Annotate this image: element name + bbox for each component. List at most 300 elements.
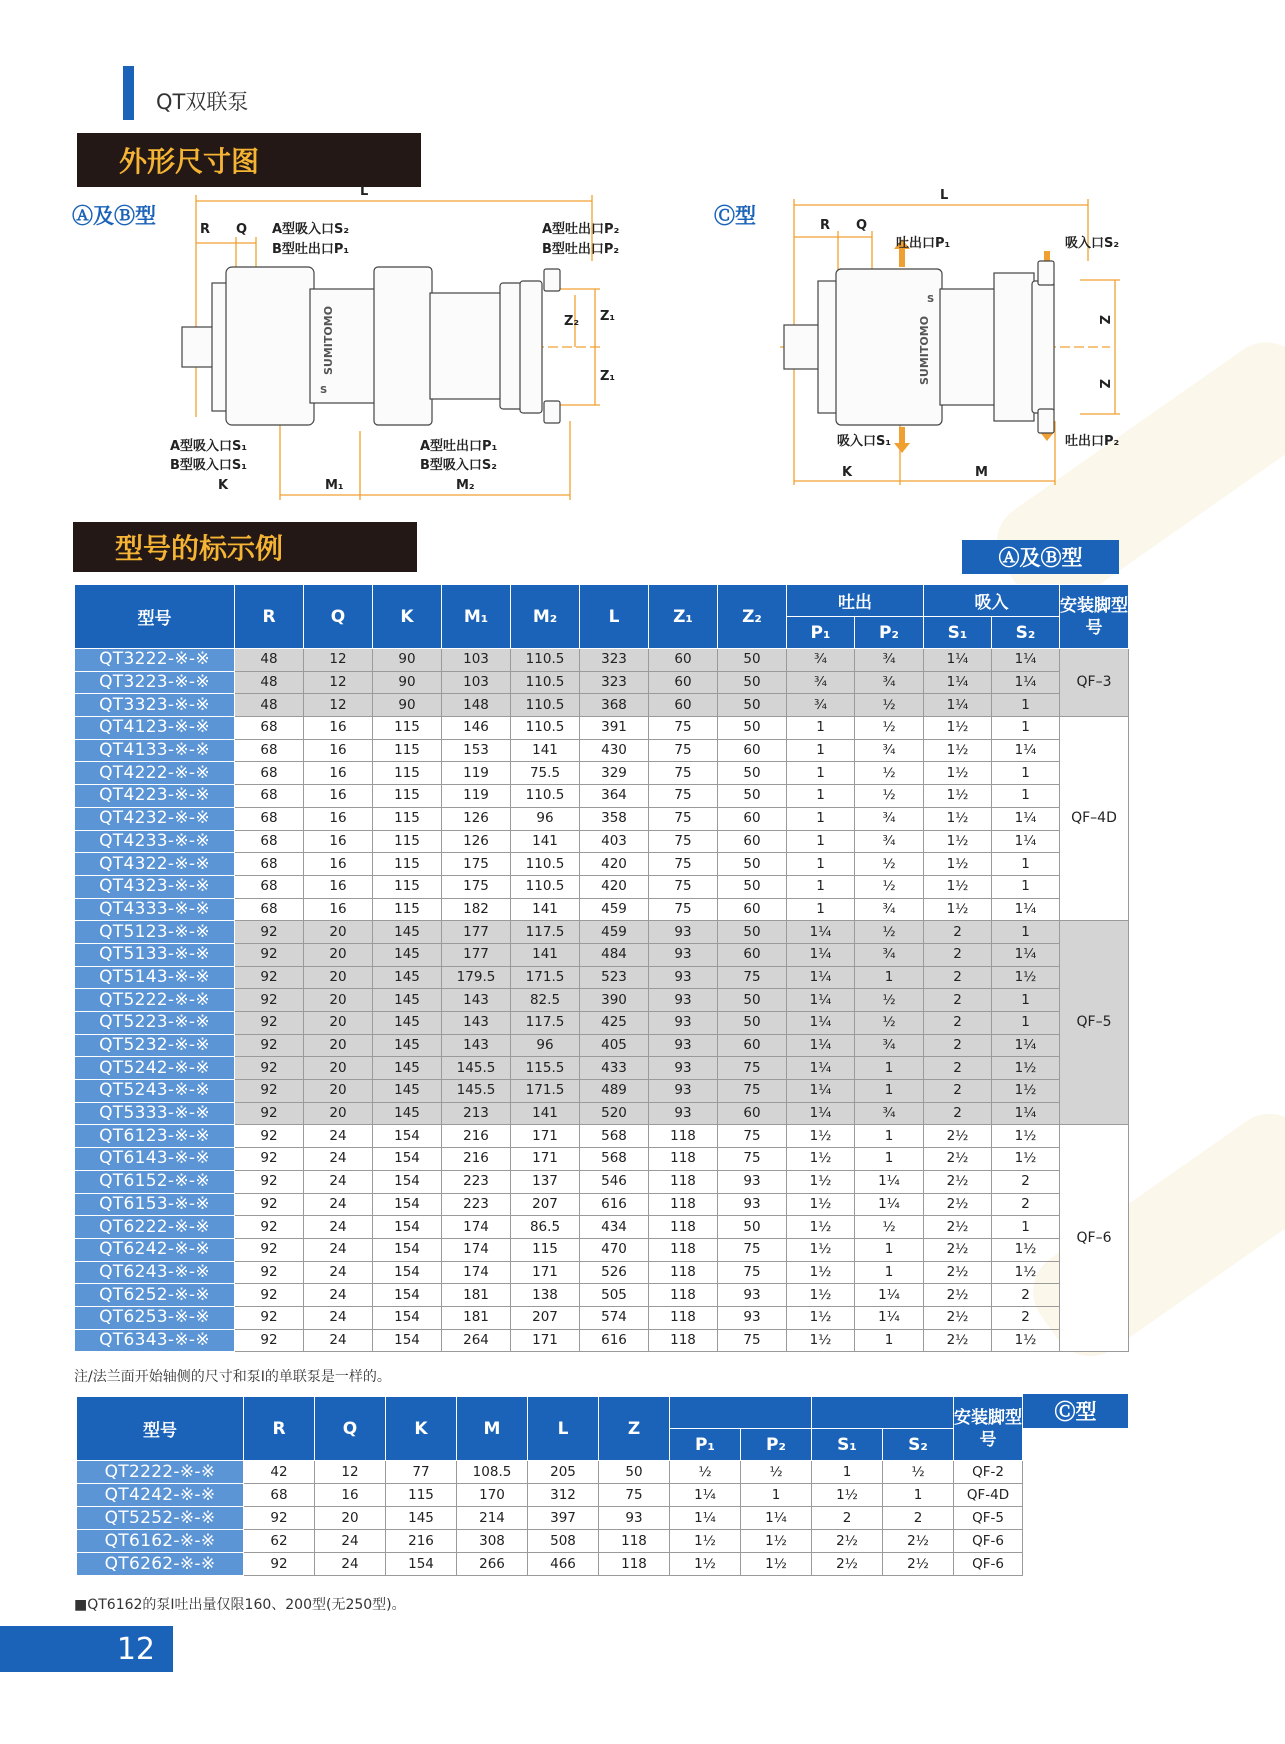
value-cell: 143 (442, 1034, 511, 1057)
header-M2: M₂ (511, 585, 580, 649)
value-cell: ½ (855, 717, 924, 740)
value-cell: 430 (580, 739, 649, 762)
value-cell: 154 (373, 1329, 442, 1352)
header-suction: 吸入 (924, 585, 1060, 617)
value-cell: 2½ (924, 1170, 992, 1193)
dimension-diagram-ab (160, 185, 630, 500)
value-cell: 1¼ (741, 1507, 812, 1530)
label-a-discharge-p1: A型吐出口P₁ (420, 439, 498, 454)
spec-table-ab-body (75, 649, 1129, 1352)
model-cell: QT6243-※-※ (75, 1261, 235, 1284)
model-cell: QT6222-※-※ (75, 1216, 235, 1239)
value-cell: ½ (670, 1461, 741, 1484)
header-model: 型号 (77, 1397, 244, 1461)
value-cell: 484 (580, 943, 649, 966)
value-cell: ¾ (855, 1102, 924, 1125)
model-cell: QT6252-※-※ (75, 1284, 235, 1307)
value-cell: 174 (442, 1238, 511, 1261)
value-cell: 1¼ (992, 943, 1060, 966)
value-cell: ¾ (855, 649, 924, 672)
value-cell: 1¼ (855, 1170, 924, 1193)
value-cell: 1½ (924, 875, 992, 898)
value-cell: 1¼ (787, 1102, 855, 1125)
value-cell: 1½ (992, 966, 1060, 989)
value-cell: 1½ (787, 1238, 855, 1261)
table-row (77, 1461, 1023, 1484)
value-cell: 75 (718, 1238, 787, 1261)
value-cell: 1 (992, 717, 1060, 740)
header-K: K (386, 1397, 457, 1461)
value-cell: 1 (992, 875, 1060, 898)
model-cell: QT4242-※-※ (77, 1484, 244, 1507)
value-cell: ½ (883, 1461, 954, 1484)
value-cell: 1¼ (992, 1034, 1060, 1057)
value-cell: 1 (992, 1216, 1060, 1239)
value-cell: ½ (855, 921, 924, 944)
value-cell: 1¼ (855, 1193, 924, 1216)
value-cell: 1½ (992, 1238, 1060, 1261)
value-cell: 68 (235, 807, 304, 830)
header-P2: P₂ (855, 617, 924, 649)
value-cell: 92 (235, 1329, 304, 1352)
table-row (75, 1261, 1129, 1284)
value-cell: 154 (386, 1553, 457, 1576)
value-cell: 24 (304, 1238, 373, 1261)
value-cell: 1 (992, 785, 1060, 808)
value-cell: 1 (787, 898, 855, 921)
value-cell: 92 (235, 1261, 304, 1284)
value-cell: 2 (924, 1057, 992, 1080)
model-cell: QT4223-※-※ (75, 785, 235, 808)
header-mount: 安装脚型号 (954, 1397, 1023, 1461)
value-cell: 1½ (787, 1193, 855, 1216)
value-cell: 24 (304, 1193, 373, 1216)
value-cell: 2 (992, 1306, 1060, 1329)
value-cell: 154 (373, 1216, 442, 1239)
header-R: R (244, 1397, 315, 1461)
value-cell: 1½ (924, 785, 992, 808)
label-b-discharge-p2: B型吐出口P₂ (542, 242, 620, 257)
value-cell: 137 (511, 1170, 580, 1193)
value-cell: 12 (304, 694, 373, 717)
value-cell: 115 (373, 898, 442, 921)
dim-Z-lower: Z (1096, 379, 1111, 389)
value-cell: 420 (580, 853, 649, 876)
type-label-c: Ⓒ型 (714, 204, 756, 228)
value-cell: 16 (304, 898, 373, 921)
value-cell: 115 (373, 717, 442, 740)
value-cell: 1 (855, 1057, 924, 1080)
table-row (75, 966, 1129, 989)
value-cell: 145 (386, 1507, 457, 1530)
value-cell: 75 (599, 1484, 670, 1507)
value-cell: 60 (718, 739, 787, 762)
value-cell: 90 (373, 671, 442, 694)
value-cell: 266 (457, 1553, 528, 1576)
value-cell: 1 (992, 694, 1060, 717)
value-cell: 171 (511, 1125, 580, 1148)
value-cell: 177 (442, 921, 511, 944)
model-cell: QT5133-※-※ (75, 943, 235, 966)
value-cell: 75 (649, 830, 718, 853)
value-cell: 616 (580, 1193, 649, 1216)
value-cell: 118 (649, 1238, 718, 1261)
value-cell: 391 (580, 717, 649, 740)
value-cell: 60 (649, 649, 718, 672)
value-cell: 1½ (670, 1530, 741, 1553)
value-cell: 182 (442, 898, 511, 921)
model-cell: QT6153-※-※ (75, 1193, 235, 1216)
value-cell: 92 (235, 1102, 304, 1125)
value-cell: 92 (235, 1284, 304, 1307)
value-cell: 1¼ (924, 649, 992, 672)
value-cell: 2½ (812, 1553, 883, 1576)
value-cell: 119 (442, 762, 511, 785)
value-cell: 2½ (924, 1261, 992, 1284)
value-cell: 1½ (924, 898, 992, 921)
value-cell: 2½ (924, 1216, 992, 1239)
table-row (75, 1216, 1129, 1239)
value-cell: 93 (599, 1507, 670, 1530)
header-S1: S₁ (924, 617, 992, 649)
value-cell: 115 (373, 785, 442, 808)
value-cell: 154 (373, 1306, 442, 1329)
value-cell: 213 (442, 1102, 511, 1125)
table-row (75, 921, 1129, 944)
value-cell: 466 (528, 1553, 599, 1576)
value-cell: 103 (442, 649, 511, 672)
model-cell: QT3223-※-※ (75, 671, 235, 694)
value-cell: 118 (649, 1170, 718, 1193)
value-cell: 141 (511, 739, 580, 762)
value-cell: ¾ (855, 830, 924, 853)
value-cell: 68 (235, 830, 304, 853)
table-row (75, 807, 1129, 830)
section-title-dimensions: 外形尺寸图 (77, 133, 421, 187)
value-cell: 92 (235, 1170, 304, 1193)
value-cell: 216 (442, 1125, 511, 1148)
value-cell: 1 (787, 762, 855, 785)
value-cell: 75 (649, 853, 718, 876)
value-cell: 93 (718, 1170, 787, 1193)
series-title: QT双联泵 (156, 90, 249, 114)
model-cell: QT6123-※-※ (75, 1125, 235, 1148)
page-number: 12 (0, 1626, 173, 1672)
value-cell: 1¼ (855, 1306, 924, 1329)
value-cell: 1 (992, 921, 1060, 944)
value-cell: 2 (924, 1080, 992, 1103)
value-cell: 1 (855, 966, 924, 989)
model-cell: QT4133-※-※ (75, 739, 235, 762)
value-cell: 75 (718, 1057, 787, 1080)
value-cell: 1¼ (787, 1012, 855, 1035)
header-L: L (580, 585, 649, 649)
dim-K: K (218, 478, 229, 493)
table-c-note: ■QT6162的泵Ⅰ吐出量仅限160、200型(无250型)。 (74, 1597, 406, 1613)
value-cell: 75 (649, 875, 718, 898)
table-row (75, 989, 1129, 1012)
value-cell: ½ (855, 1012, 924, 1035)
value-cell: 364 (580, 785, 649, 808)
value-cell: 118 (649, 1329, 718, 1352)
value-cell: 174 (442, 1216, 511, 1239)
value-cell: 93 (649, 1012, 718, 1035)
label-b-suction-s1: B型吸入口S₁ (170, 458, 247, 473)
model-cell: QT4333-※-※ (75, 898, 235, 921)
value-cell: 60 (649, 671, 718, 694)
value-cell: 1 (787, 739, 855, 762)
value-cell: 50 (718, 1216, 787, 1239)
dim-M2: M₂ (456, 478, 475, 493)
value-cell: 1½ (924, 853, 992, 876)
value-cell: 24 (315, 1553, 386, 1576)
value-cell: 82.5 (511, 989, 580, 1012)
value-cell: 1¼ (855, 1284, 924, 1307)
table-row (75, 785, 1129, 808)
model-cell: QT5143-※-※ (75, 966, 235, 989)
value-cell: 92 (244, 1553, 315, 1576)
value-cell: 93 (649, 966, 718, 989)
value-cell: 1¼ (787, 989, 855, 1012)
value-cell: 264 (442, 1329, 511, 1352)
value-cell: 397 (528, 1507, 599, 1530)
value-cell: 1 (883, 1484, 954, 1507)
model-cell: QT6143-※-※ (75, 1148, 235, 1171)
value-cell: 42 (244, 1461, 315, 1484)
table-row (75, 762, 1129, 785)
value-cell: 115 (386, 1484, 457, 1507)
s-marking: S (927, 294, 935, 305)
value-cell: 92 (235, 921, 304, 944)
value-cell: 93 (649, 1080, 718, 1103)
model-cell: QT4323-※-※ (75, 875, 235, 898)
value-cell: 60 (649, 694, 718, 717)
value-cell: 1½ (787, 1306, 855, 1329)
value-cell: 93 (649, 1057, 718, 1080)
value-cell: 50 (718, 762, 787, 785)
table-row (75, 875, 1129, 898)
value-cell: 154 (373, 1284, 442, 1307)
header-Z: Z (599, 1397, 670, 1461)
value-cell: 92 (235, 1012, 304, 1035)
dim-R: R (820, 218, 831, 233)
header-S1: S₁ (812, 1429, 883, 1461)
mount-cell: QF-6 (954, 1530, 1023, 1553)
value-cell: 110.5 (511, 694, 580, 717)
value-cell: 223 (442, 1193, 511, 1216)
value-cell: 68 (235, 762, 304, 785)
value-cell: 574 (580, 1306, 649, 1329)
value-cell: 1¼ (992, 671, 1060, 694)
model-cell: QT5222-※-※ (75, 989, 235, 1012)
model-cell: QT6253-※-※ (75, 1306, 235, 1329)
value-cell: ½ (741, 1461, 812, 1484)
value-cell: 68 (235, 853, 304, 876)
model-cell: QT5252-※-※ (77, 1507, 244, 1530)
value-cell: 403 (580, 830, 649, 853)
table-row (75, 739, 1129, 762)
table-row (75, 1102, 1129, 1125)
model-cell: QT4232-※-※ (75, 807, 235, 830)
dim-Z1-upper: Z₁ (600, 309, 616, 324)
mount-cell: QF–5 (1060, 921, 1129, 1125)
type-label-ab: Ⓐ及Ⓑ型 (72, 204, 156, 228)
value-cell: 145 (373, 1057, 442, 1080)
table-row (75, 649, 1129, 672)
value-cell: 60 (718, 943, 787, 966)
value-cell: ¾ (855, 671, 924, 694)
value-cell: 110.5 (511, 671, 580, 694)
header-suction-blank (812, 1397, 954, 1429)
value-cell: 118 (599, 1553, 670, 1576)
value-cell: 16 (304, 739, 373, 762)
table-row (77, 1553, 1023, 1576)
table-row (75, 1034, 1129, 1057)
value-cell: 214 (457, 1507, 528, 1530)
value-cell: 1 (787, 875, 855, 898)
value-cell: 568 (580, 1148, 649, 1171)
value-cell: 1½ (741, 1553, 812, 1576)
value-cell: 117.5 (511, 921, 580, 944)
value-cell: 1 (787, 830, 855, 853)
value-cell: 1 (992, 989, 1060, 1012)
value-cell: 1½ (992, 1125, 1060, 1148)
header-S2: S₂ (992, 617, 1060, 649)
value-cell: 75.5 (511, 762, 580, 785)
value-cell: 434 (580, 1216, 649, 1239)
value-cell: 1 (992, 853, 1060, 876)
model-cell: QT4222-※-※ (75, 762, 235, 785)
value-cell: ½ (855, 875, 924, 898)
label-b-discharge-p1: B型吐出口P₁ (272, 242, 350, 257)
value-cell: 141 (511, 830, 580, 853)
mount-cell: QF-6 (954, 1553, 1023, 1576)
value-cell: 60 (718, 1034, 787, 1057)
label-a-suction-s2: A型吸入口S₂ (272, 222, 350, 237)
value-cell: 141 (511, 898, 580, 921)
value-cell: 1½ (924, 762, 992, 785)
value-cell: 50 (718, 785, 787, 808)
label-a-discharge-p2: A型吐出口P₂ (542, 222, 620, 237)
model-cell: QT6152-※-※ (75, 1170, 235, 1193)
value-cell: 24 (304, 1306, 373, 1329)
value-cell: 308 (457, 1530, 528, 1553)
value-cell: 1½ (924, 830, 992, 853)
value-cell: 92 (235, 1216, 304, 1239)
header-S2: S₂ (883, 1429, 954, 1461)
model-cell: QT4123-※-※ (75, 717, 235, 740)
model-cell: QT5242-※-※ (75, 1057, 235, 1080)
value-cell: 108.5 (457, 1461, 528, 1484)
value-cell: 1½ (992, 1080, 1060, 1103)
value-cell: 110.5 (511, 717, 580, 740)
value-cell: 60 (718, 1102, 787, 1125)
value-cell: 75 (718, 1148, 787, 1171)
value-cell: 16 (304, 807, 373, 830)
value-cell: 312 (528, 1484, 599, 1507)
value-cell: 177 (442, 943, 511, 966)
dim-Z2: Z₂ (564, 314, 580, 329)
table-row (75, 1125, 1129, 1148)
value-cell: 216 (442, 1148, 511, 1171)
dim-Q: Q (236, 222, 248, 237)
value-cell: ½ (855, 785, 924, 808)
value-cell: 207 (511, 1306, 580, 1329)
value-cell: 20 (304, 1034, 373, 1057)
dim-Q: Q (856, 218, 868, 233)
value-cell: 117.5 (511, 1012, 580, 1035)
value-cell: 118 (649, 1261, 718, 1284)
value-cell: 115 (373, 807, 442, 830)
value-cell: 459 (580, 898, 649, 921)
value-cell: 145 (373, 1102, 442, 1125)
value-cell: 329 (580, 762, 649, 785)
value-cell: 96 (511, 807, 580, 830)
table-ab-note: 注/法兰面开始轴侧的尺寸和泵Ⅰ的单联泵是一样的。 (74, 1369, 391, 1385)
value-cell: 2 (992, 1170, 1060, 1193)
value-cell: 2 (924, 989, 992, 1012)
value-cell: 1 (992, 762, 1060, 785)
header-accent-bar (123, 66, 134, 120)
value-cell: 50 (718, 694, 787, 717)
value-cell: 1¼ (670, 1507, 741, 1530)
value-cell: 75 (649, 717, 718, 740)
value-cell: 1 (741, 1484, 812, 1507)
dim-L: L (940, 188, 949, 203)
value-cell: 50 (599, 1461, 670, 1484)
value-cell: 1½ (787, 1284, 855, 1307)
value-cell: ½ (855, 762, 924, 785)
value-cell: 118 (649, 1125, 718, 1148)
dim-R: R (200, 222, 211, 237)
model-cell: QT6242-※-※ (75, 1238, 235, 1261)
table-row (75, 830, 1129, 853)
value-cell: 110.5 (511, 853, 580, 876)
value-cell: 20 (304, 1012, 373, 1035)
value-cell: 110.5 (511, 785, 580, 808)
value-cell: 1½ (787, 1125, 855, 1148)
table-row (75, 1148, 1129, 1171)
value-cell: 1¼ (992, 649, 1060, 672)
value-cell: 216 (386, 1530, 457, 1553)
value-cell: 154 (373, 1148, 442, 1171)
header-R: R (235, 585, 304, 649)
value-cell: 50 (718, 853, 787, 876)
value-cell: 568 (580, 1125, 649, 1148)
value-cell: 60 (718, 898, 787, 921)
value-cell: 93 (649, 1034, 718, 1057)
value-cell: 115 (511, 1238, 580, 1261)
value-cell: 50 (718, 921, 787, 944)
value-cell: 118 (599, 1530, 670, 1553)
value-cell: 146 (442, 717, 511, 740)
value-cell: 115 (373, 875, 442, 898)
value-cell: 2 (812, 1507, 883, 1530)
value-cell: 16 (304, 717, 373, 740)
value-cell: 1 (855, 1080, 924, 1103)
value-cell: 75 (649, 807, 718, 830)
value-cell: 154 (373, 1261, 442, 1284)
value-cell: 508 (528, 1530, 599, 1553)
value-cell: 1 (787, 853, 855, 876)
value-cell: 50 (718, 717, 787, 740)
value-cell: 1½ (992, 1261, 1060, 1284)
value-cell: 24 (304, 1148, 373, 1171)
model-cell: QT6343-※-※ (75, 1329, 235, 1352)
value-cell: 2½ (924, 1329, 992, 1352)
value-cell: 118 (649, 1193, 718, 1216)
value-cell: 16 (304, 785, 373, 808)
